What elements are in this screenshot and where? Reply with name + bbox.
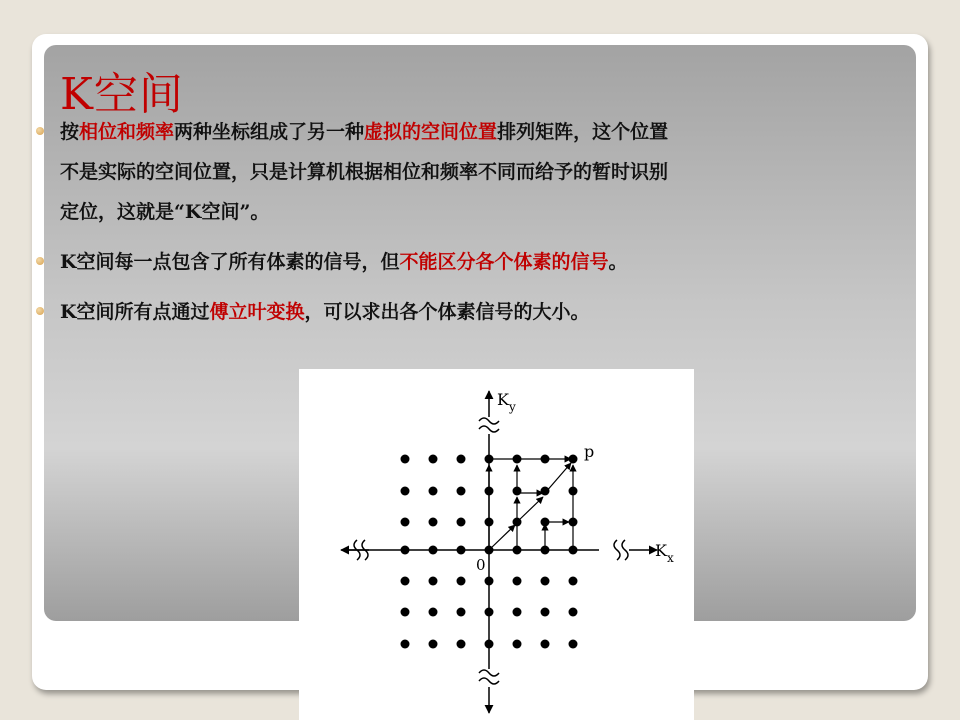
- k-space-point: [513, 577, 522, 586]
- bullet-dot-icon: [36, 307, 44, 315]
- traj-segment: [545, 463, 571, 493]
- highlight-run: 相位和频率: [79, 121, 175, 143]
- bullet-dot-icon: [36, 257, 44, 265]
- break-mark-top: [479, 418, 499, 432]
- traj-segment: [489, 525, 515, 550]
- k-space-point: [457, 546, 466, 555]
- k-space-point: [401, 546, 410, 555]
- k-space-point: [429, 608, 438, 617]
- k-space-point: [513, 640, 522, 649]
- k-space-point: [429, 577, 438, 586]
- bullet-list: [36, 112, 926, 332]
- bullet-item-2: [36, 242, 926, 282]
- kx-label: K: [655, 541, 667, 560]
- k-space-point: [457, 608, 466, 617]
- ky-label: K: [497, 390, 509, 409]
- k-space-point: [541, 487, 550, 496]
- text-run: 排列矩阵，这个位置: [497, 121, 669, 143]
- origin-label: 0: [476, 556, 486, 574]
- k-space-point: [541, 577, 550, 586]
- highlight-run: 傅立叶变换: [209, 301, 305, 323]
- bullet-1-line-1: [60, 112, 926, 152]
- k-space-point: [401, 608, 410, 617]
- bullet-item-1: [36, 112, 926, 232]
- bullet-2-line-1: [60, 242, 926, 282]
- highlight-run: 不能区分各个体素的信号: [399, 251, 609, 273]
- traj-segment: [517, 497, 543, 522]
- k-space-point: [401, 487, 410, 496]
- k-space-point: [429, 518, 438, 527]
- text-run: K空间所有点通过: [60, 301, 210, 323]
- k-space-point: [457, 577, 466, 586]
- text-run: 。: [608, 251, 628, 273]
- k-space-svg: [299, 369, 694, 720]
- k-space-point: [401, 640, 410, 649]
- k-space-point: [513, 608, 522, 617]
- k-space-point: [457, 455, 466, 464]
- k-space-point: [485, 640, 494, 649]
- k-space-point: [541, 640, 550, 649]
- text-run: ，可以求出各个体素信号的大小。: [304, 301, 590, 323]
- k-space-point: [541, 608, 550, 617]
- k-space-point: [569, 608, 578, 617]
- break-mark-bottom: [479, 670, 499, 684]
- bullet-item-3: [36, 292, 926, 332]
- k-space-point: [429, 487, 438, 496]
- k-space-point: [401, 577, 410, 586]
- trajectory: [489, 459, 573, 550]
- bullet-1-line-2: 不是实际的空间位置，只是计算机根据相位和频率不同而给予的暂时识别: [60, 161, 669, 183]
- slide-title: K空间: [60, 69, 184, 120]
- text-run: K空间每一点包含了所有体素的信号，但: [60, 251, 400, 273]
- k-space-point: [485, 577, 494, 586]
- k-space-diagram: [299, 369, 694, 720]
- text-run: 两种坐标组成了另一种: [174, 121, 365, 143]
- k-space-point: [457, 640, 466, 649]
- bullet-dot-icon: [36, 127, 44, 135]
- bullet-1-line-3: 定位，这就是“K空间”。: [60, 201, 270, 223]
- k-space-point: [569, 577, 578, 586]
- k-space-point: [401, 518, 410, 527]
- k-space-point: [569, 640, 578, 649]
- point-p-label: p: [584, 442, 595, 461]
- kx-sub: x: [667, 551, 674, 565]
- bullet-3-line-1: [60, 292, 926, 332]
- text-run: 按: [60, 121, 80, 143]
- k-space-point: [401, 455, 410, 464]
- k-space-point: [485, 608, 494, 617]
- k-space-point: [457, 518, 466, 527]
- k-space-point: [457, 487, 466, 496]
- k-space-point: [429, 546, 438, 555]
- k-space-point: [429, 455, 438, 464]
- break-mark-right: [614, 540, 628, 560]
- ky-sub: y: [509, 400, 516, 414]
- k-space-point: [429, 640, 438, 649]
- highlight-run: 虚拟的空间位置: [364, 121, 498, 143]
